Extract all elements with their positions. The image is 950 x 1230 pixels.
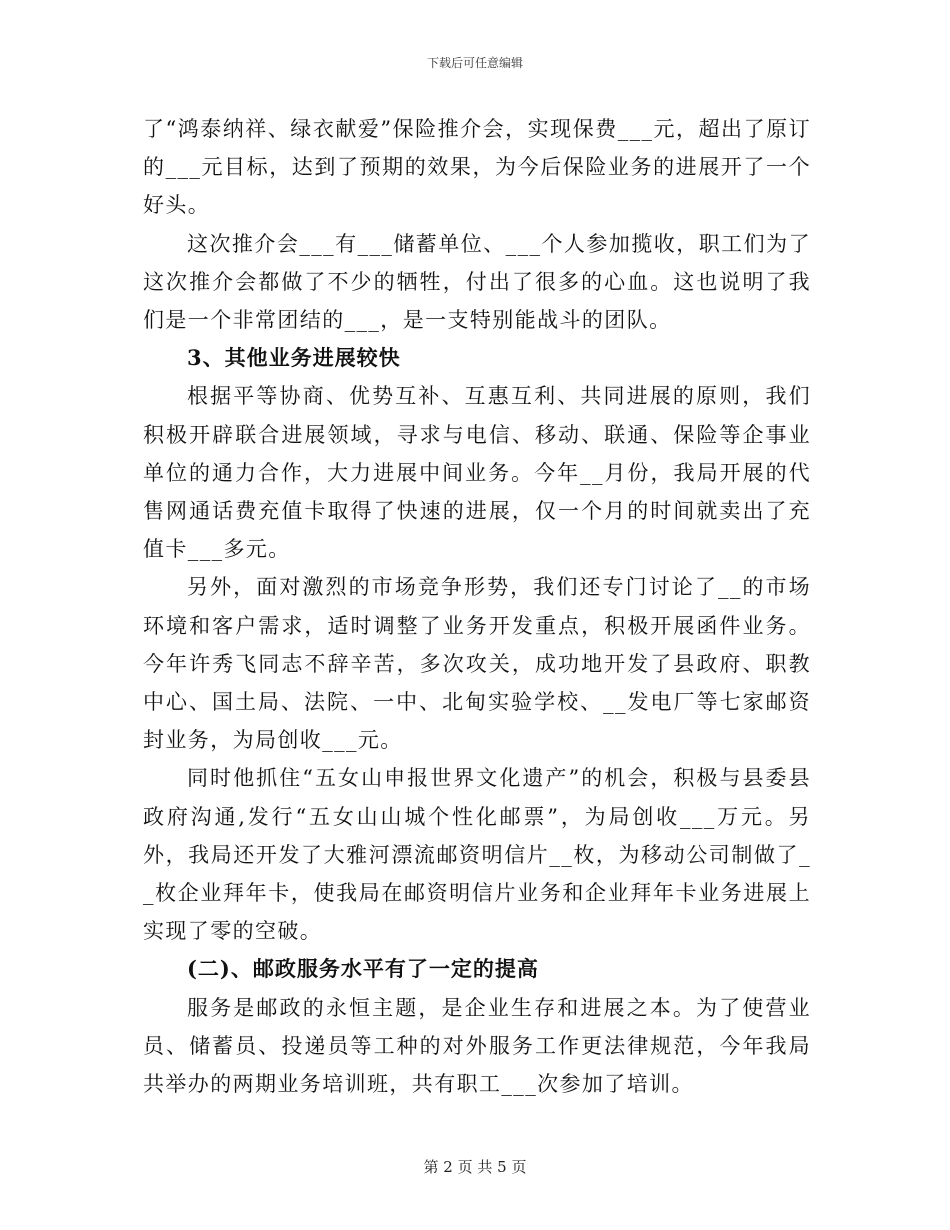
paragraph-promotion-participants: 这次推介会___有___储蓄单位、___个人参加揽收，职工们为了这次推介会都做了不少的牺牲，付出了很多的心血。这也说明了我们是一个非常团结的___，是一支特别能战斗的团队。 (143, 231, 811, 333)
page-header: 下载后可任意编辑 (426, 56, 523, 70)
paragraph-cooperation: 根据平等协商、优势互补、互惠互利、共同进展的原则，我们积极开辟联合进展领域，寻求与电信、移动、联通、保险等企事业单位的通力合作，大力进展中间业务。今年__月份，我局开展的代售网通话费充值卡取得了快速的进展，仅一个月的时间就卖出了充值卡___多元。 (143, 384, 811, 562)
paragraph-insurance-result: 了“鸿泰纳祥、绿衣献爱”保险推介会，实现保费___元，超出了原订的___元目标，达到了预期的效果，为今后保险业务的进展开了一个好头。 (143, 117, 811, 218)
page-number-footer: 第 2 页 共 5 页 (423, 1158, 527, 1176)
section-heading-service-level: (二)、邮政服务水平有了一定的提高 (187, 956, 539, 982)
paragraph-stamps: 同时他抓住“五女山申报世界文化遗产”的机会，积极与县委县政府沟通,发行“五女山山城个性化邮票”，为局创收___万元。另外，我局还开发了大雅河漂流邮资明信片__枚，为移动公司制做了__枚企业拜年卡，使我局在邮资明信片业务和企业拜年卡业务进展上实现了零的空破。 (143, 766, 811, 944)
paragraph-letter-business: 另外，面对激烈的市场竞争形势，我们还专门讨论了__的市场环境和客户需求，适时调整了业务开发重点，积极开展函件业务。今年许秀飞同志不辞辛苦，多次攻关，成功地开发了县政府、职教中心、国土局、法院、一中、北甸实验学校、__发电厂等七家邮资封业务，为局创收___元。 (143, 575, 811, 753)
paragraph-training: 服务是邮政的永恒主题，是企业生存和进展之本。为了使营业员、储蓄员、投递员等工种的对外服务工作更法律规范，今年我局共举办的两期业务培训班，共有职工___次参加了培训。 (143, 995, 811, 1097)
document-body (143, 110, 811, 1103)
section-heading-other-business: 3、其他业务进展较快 (187, 345, 401, 371)
